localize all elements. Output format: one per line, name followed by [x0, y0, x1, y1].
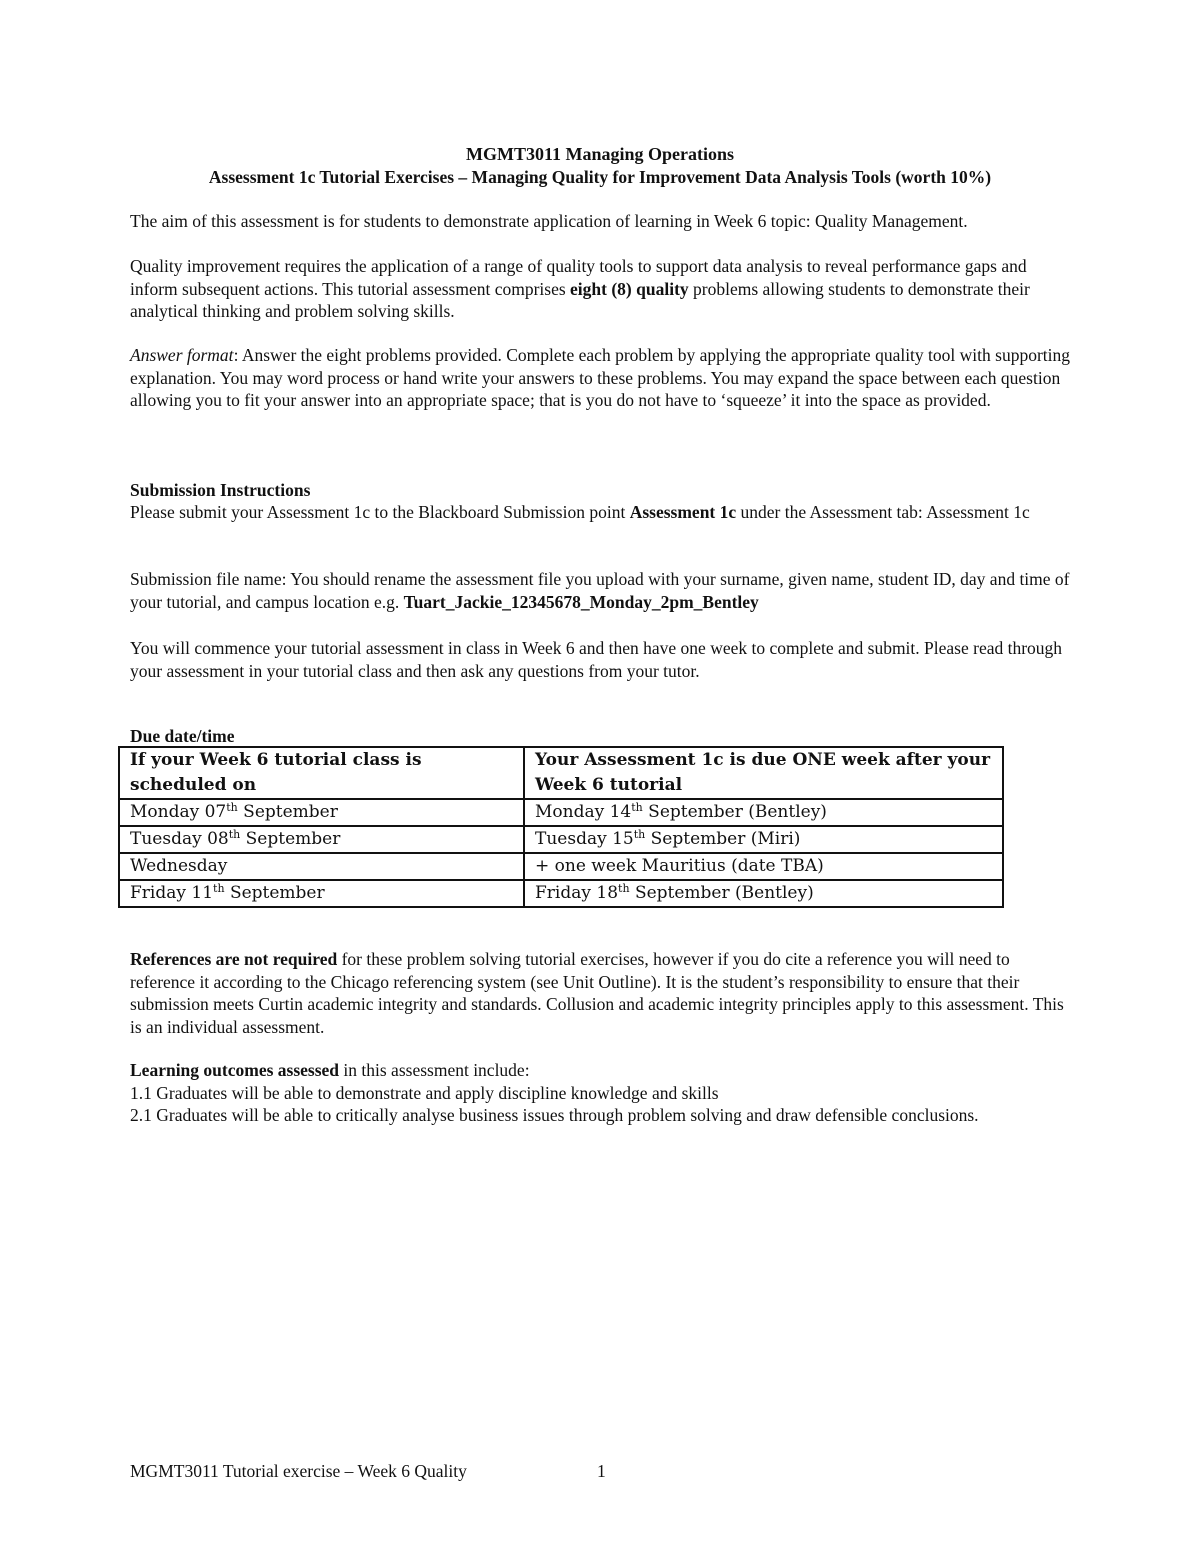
table-row: [119, 799, 1003, 826]
commence-paragraph: You will commence your tutorial assessment in class in Week 6 and then have one week to complete and submit. Please read through your assessment in your tutorial class and then ask any questions from your tutor.: [130, 638, 1063, 681]
filename-paragraph: Submission file name: You should rename the assessment file you upload with your surname, given name, student ID, day and time of your tutorial, and campus location e.g. Tuart_Jackie_12345678_Monday_2pm_Bentley: [130, 569, 1070, 612]
table-row: [119, 880, 1003, 907]
due-day-cell: Monday 14th September (Bentley): [524, 799, 1003, 826]
tutorial-day-cell: Wednesday: [119, 853, 524, 880]
table-header-row: [119, 747, 1003, 799]
references-note: References are not required: [130, 949, 338, 969]
title-block: [130, 142, 1070, 188]
learning-outcomes: [130, 1059, 1075, 1127]
page-number: 1: [597, 1461, 606, 1481]
due-day-cell: Tuesday 15th September (Miri): [524, 826, 1003, 853]
list-item: 2.1 Graduates will be able to critically analyse business issues through problem solving and draw defensible conclusions.: [130, 1105, 979, 1125]
filename-example: Tuart_Jackie_12345678_Monday_2pm_Bentley: [403, 591, 759, 612]
quality-count: eight (8) quality: [570, 278, 689, 299]
aim-paragraph: The aim of this assessment is for students to demonstrate application of learning in Week 6 topic: Quality Management.: [130, 211, 968, 231]
answer-format-label: Answer format: [130, 345, 234, 365]
column-header-tutorial: If your Week 6 tutorial class is scheduled on: [119, 747, 524, 799]
due-date-heading: Due date/time: [130, 726, 235, 746]
due-day-cell: Friday 18th September (Bentley): [524, 880, 1003, 907]
footer-text: MGMT3011 Tutorial exercise – Week 6 Quality: [130, 1461, 467, 1481]
due-date-table: [118, 746, 1004, 908]
tutorial-day-cell: Tuesday 08th September: [119, 826, 524, 853]
document-title: MGMT3011 Managing Operations: [465, 144, 734, 164]
page-footer: [130, 1460, 730, 1483]
submission-instructions: Please submit your Assessment 1c to the Blackboard Submission point Assessment 1c under the Assessment tab: Assessment 1c: [130, 502, 1030, 522]
tutorial-day-cell: Monday 07th September: [119, 799, 524, 826]
submission-point: Assessment 1c: [629, 502, 737, 522]
submission-heading: Submission Instructions: [130, 480, 311, 500]
document-subtitle: Assessment 1c Tutorial Exercises – Managing Quality for Improvement Data Analysis Tools (worth 10%): [208, 167, 992, 187]
table-row: [119, 826, 1003, 853]
learning-outcomes-intro: Learning outcomes assessed in this assessment include:: [130, 1060, 530, 1080]
table-row: [119, 853, 1003, 880]
due-day-cell: + one week Mauritius (date TBA): [524, 853, 1003, 880]
references-paragraph: References are not required for these problem solving tutorial exercises, however if you do cite a reference you will need to reference it according to the Chicago referencing system (see Unit Outline). It is the student’s responsibility to ensure that their submission meets Curtin academic integrity and standards. Collusion and academic integrity principles apply to this assessment. This is an individual assessment.: [130, 949, 1064, 1037]
quality-paragraph: Quality improvement requires the application of a range of quality tools to support data analysis to reveal performance gaps and inform subsequent actions. This tutorial assessment comprises eight (8) quality problems allowing students to demonstrate their analytical thinking and problem solving skills.: [130, 256, 1030, 321]
answer-format-paragraph: Answer format: Answer the eight problems provided. Complete each problem by applying the appropriate quality tool with supporting explanation. You may word process or hand write your answers to these problems. You may expand the space between each question allowing you to fit your answer into an appropriate space; that is you do not have to ‘squeeze’ it into the space as provided.: [130, 345, 1070, 410]
tutorial-day-cell: Friday 11th September: [119, 880, 524, 907]
column-header-due: Your Assessment 1c is due ONE week after your Week 6 tutorial: [524, 747, 1003, 799]
list-item: 1.1 Graduates will be able to demonstrate and apply discipline knowledge and skills: [130, 1082, 719, 1103]
